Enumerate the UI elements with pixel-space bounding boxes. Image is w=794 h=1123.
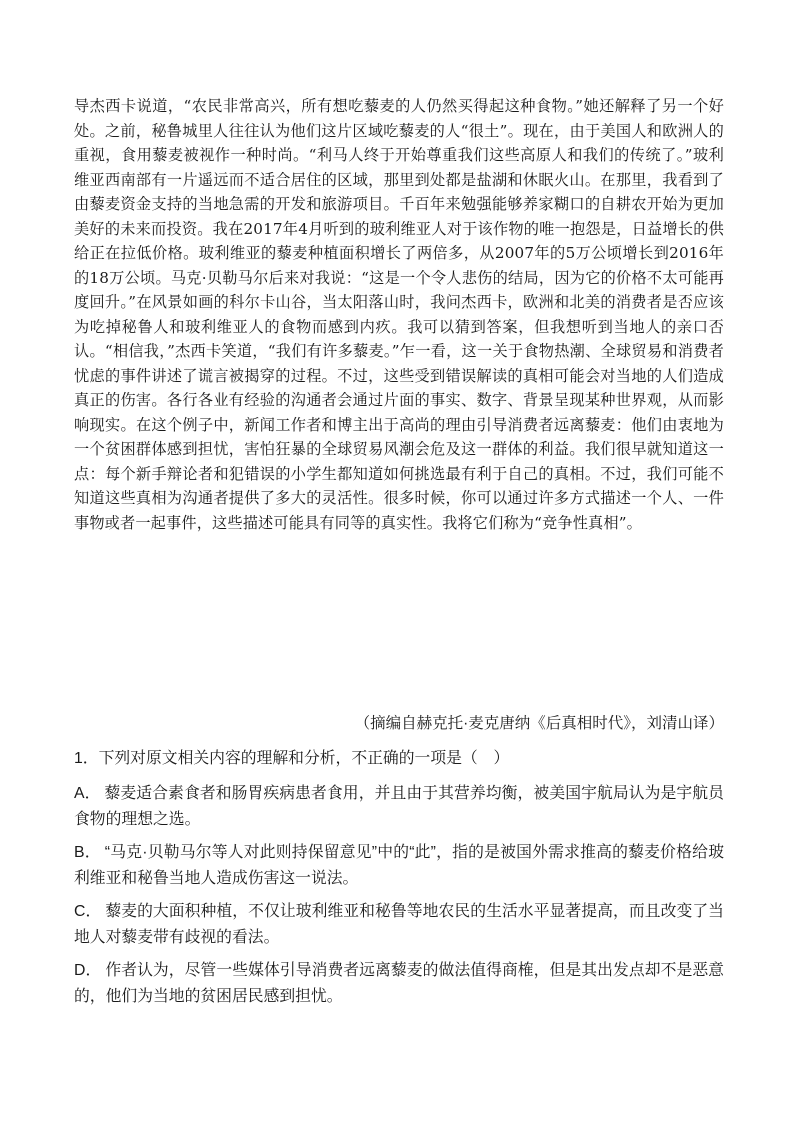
option-text: “马克·贝勒马尔等人对此则持保留意见”中的“此”，指的是被国外需求推高的藜麦价格给玻利维亚和秘鲁当地人造成伤害这一说法。 [74,844,724,887]
option-b [74,840,724,892]
question-1 [74,746,724,1017]
question-stem: 1．下列对原文相关内容的理解和分析，不正确的一项是（ ） [74,750,510,767]
passage-source: （摘编自赫克托·麦克唐纳《后真相时代》，刘清山译） [354,715,724,732]
passage-text: 导杰西卡说道，“农民非常高兴，所有想吃藜麦的人仍然买得起这种食物。”她还解释了另一个好处。之前，秘鲁城里人往往认为他们这片区域吃藜麦的人“很土”。现在，由于美国人和欧洲人的重视，食用藜麦被视作一种时尚。“利马人终于开始尊重我们这些高原人和我们的传统了。”玻利维亚西南部有一片遥远而不适合居住的区域，那里到处都是盐湖和休眠火山。在那里，我看到了由藜麦资金支持的当地急需的开发和旅游项目。千百年来勉强能够养家糊口的自耕农开始为更加美好的未来而投资。我在2017年4月听到的玻利维亚人对于该作物的唯一抱怨是，日益增长的供给正在拉低价格。玻利维亚的藜麦种植面积增长了两倍多，从2007年的5万公顷增长到2016年的18万公顷。马克·贝勒马尔后来对我说：“这是一个令人悲伤的结局，因为它的价格不太可能再度回升。”在风景如画的科尔卡山谷，当太阳落山时，我问杰西卡，欧洲和北美的消费者是否应该为吃掉秘鲁人和玻利维亚人的食物而感到内疚。我可以猜到答案，但我想听到当地人的亲口否认。“相信我，”杰西卡笑道，“我们有许多藜麦。”乍一看，这一关于食物热潮、全球贸易和消费者忧虑的事件讲述了谎言被揭穿的过程。不过，这些受到错误解读的真相可能会对当地的人们造成真正的伤害。各行各业有经验的沟通者会通过片面的事实、数字、背景呈现某种世界观，从而影响现实。在这个例子中，新闻工作者和博主出于高尚的理由引导消费者远离藜麦：他们由衷地为一个贫困群体感到担忧，害怕狂暴的全球贸易风潮会危及这一群体的利益。我们很早就知道这一点：每个新手辩论者和犯错误的小学生都知道如何挑选最有利于自己的真相。不过，我们可能不知道这些真相为沟通者提供了多大的灵活性。很多时候，你可以通过许多方式描述一个人、一件事物或者一起事件，这些描述可能具有同等的真实性。我将它们称为“竞争性真相”。 [74,97,724,532]
option-letter: B． [74,844,101,861]
option-a [74,781,724,833]
option-letter: C． [74,903,102,920]
option-c [74,899,724,951]
option-letter: D． [74,962,102,979]
option-d [74,958,724,1010]
option-text: 藜麦的大面积种植，不仅让玻利维亚和秘鲁等地农民的生活水平显著提高，而且改变了当地人对藜麦带有歧视的看法。 [74,903,724,946]
option-text: 作者认为，尽管一些媒体引导消费者远离藜麦的做法值得商榷，但是其出发点却不是恶意的，他们为当地的贫困居民感到担忧。 [74,962,724,1005]
option-text: 藜麦适合素食者和肠胃疾病患者食用，并且由于其营养均衡，被美国宇航局认为是宇航员食物的理想之选。 [74,785,724,828]
option-letter: A． [74,785,101,802]
